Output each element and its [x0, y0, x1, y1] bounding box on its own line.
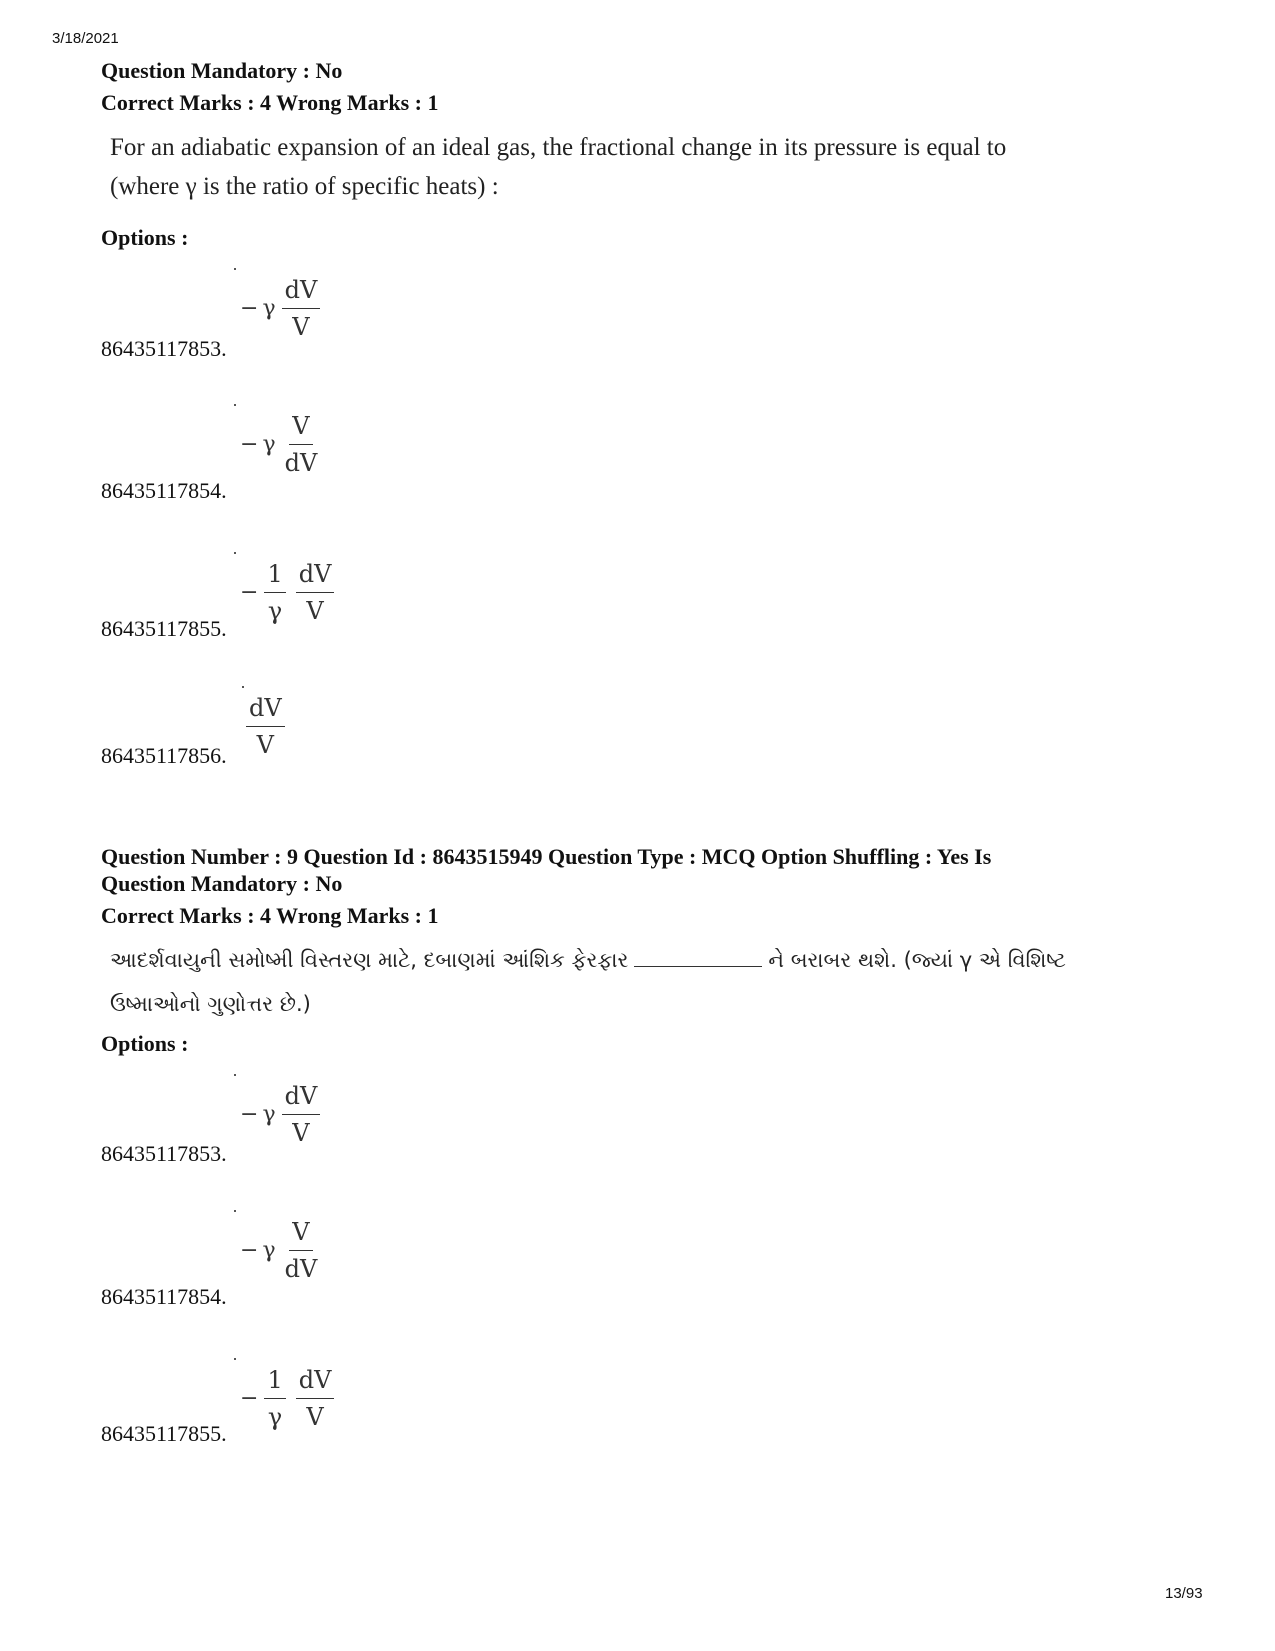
fraction-denominator: dV	[284, 1255, 318, 1283]
formula-fraction	[282, 1084, 321, 1145]
decorative-dot	[234, 404, 236, 406]
fraction-denominator: γ	[267, 1403, 283, 1431]
formula-gamma: γ	[262, 296, 276, 321]
page-number: 13/93	[1165, 1585, 1203, 1602]
decorative-dot	[234, 552, 236, 554]
formula-gamma: γ	[262, 432, 276, 457]
formula-gamma: γ	[262, 1238, 276, 1263]
question-marks: Correct Marks : 4 Wrong Marks : 1	[101, 903, 439, 928]
formula-sign: −	[240, 296, 259, 321]
fraction-denominator: V	[306, 1403, 324, 1431]
formula-fraction	[282, 414, 321, 475]
option-formula	[238, 1220, 320, 1281]
option-id: 86435117854.	[101, 478, 227, 503]
fraction-numerator: 1	[264, 562, 285, 593]
decorative-dot	[234, 1358, 236, 1360]
fraction-numerator: 1	[264, 1368, 285, 1399]
fraction-numerator: V	[289, 414, 312, 445]
option-formula	[238, 278, 320, 339]
print-date: 3/18/2021	[52, 30, 119, 47]
fraction-numerator: dV	[296, 562, 335, 593]
question-text-part: આદર્શવાયુની સમોષ્મી વિસ્તરણ માટે, દબાણમાં આંશિક ફેરફાર	[110, 948, 629, 972]
question-marks: Correct Marks : 4 Wrong Marks : 1	[101, 90, 439, 115]
fraction-denominator: dV	[284, 449, 318, 477]
formula-fraction	[296, 562, 335, 623]
fraction-numerator: dV	[282, 1084, 321, 1115]
decorative-dot	[242, 686, 244, 688]
formula-sign: −	[240, 1386, 259, 1411]
fraction-denominator: V	[256, 731, 275, 759]
fraction-denominator: γ	[267, 597, 283, 625]
answer-blank	[634, 948, 762, 967]
question-text-line: For an adiabatic expansion of an ideal gas, the fractional change in its pressure is equal to	[110, 134, 1007, 161]
option-formula	[238, 1368, 334, 1429]
question-header: Question Number : 9 Question Id : 8643515949 Question Type : MCQ Option Shuffling : Yes Is	[101, 844, 992, 869]
formula-sign: −	[240, 432, 259, 457]
options-label: Options :	[101, 1031, 189, 1056]
decorative-dot	[234, 268, 236, 270]
formula-coefficient-fraction	[264, 562, 285, 623]
formula-sign: −	[240, 580, 259, 605]
question-mandatory: Question Mandatory : No	[101, 58, 343, 83]
option-formula	[246, 696, 285, 757]
fraction-numerator: dV	[296, 1368, 335, 1399]
question-text	[110, 128, 1006, 206]
fraction-denominator: V	[292, 313, 310, 341]
question-text-part: ને બરાબર થશે. (જ્યાં γ એ વિશિષ્ટ	[768, 948, 1066, 972]
decorative-dot	[234, 1210, 236, 1212]
question-mandatory: Question Mandatory : No	[101, 871, 343, 896]
option-formula	[238, 414, 320, 475]
decorative-dot	[234, 1074, 236, 1076]
fraction-denominator: V	[292, 1119, 310, 1147]
option-formula	[238, 1084, 320, 1145]
fraction-numerator: dV	[282, 278, 321, 309]
formula-fraction	[296, 1368, 335, 1429]
options-label: Options :	[101, 225, 189, 250]
formula-sign: −	[240, 1238, 259, 1263]
option-id: 86435117856.	[101, 743, 227, 768]
formula-fraction	[282, 1220, 321, 1281]
option-id: 86435117853.	[101, 336, 227, 361]
option-id: 86435117855.	[101, 1421, 227, 1446]
question-text	[110, 938, 1066, 1026]
option-id: 86435117855.	[101, 616, 227, 641]
formula-sign: −	[240, 1102, 259, 1127]
option-id: 86435117853.	[101, 1141, 227, 1166]
formula-fraction	[282, 278, 321, 339]
formula-coefficient-fraction	[264, 1368, 285, 1429]
formula-gamma: γ	[262, 1102, 276, 1127]
option-formula	[238, 562, 334, 623]
question-text-line: (where γ is the ratio of specific heats) :	[110, 173, 499, 200]
fraction-denominator: V	[306, 597, 324, 625]
question-text-line	[110, 938, 1066, 982]
fraction-numerator: V	[289, 1220, 312, 1251]
question-text-line: ઉષ્માઓનો ગુણોત્તર છે.)	[110, 992, 311, 1016]
formula-fraction	[246, 696, 285, 757]
fraction-numerator: dV	[246, 696, 285, 727]
option-id: 86435117854.	[101, 1284, 227, 1309]
